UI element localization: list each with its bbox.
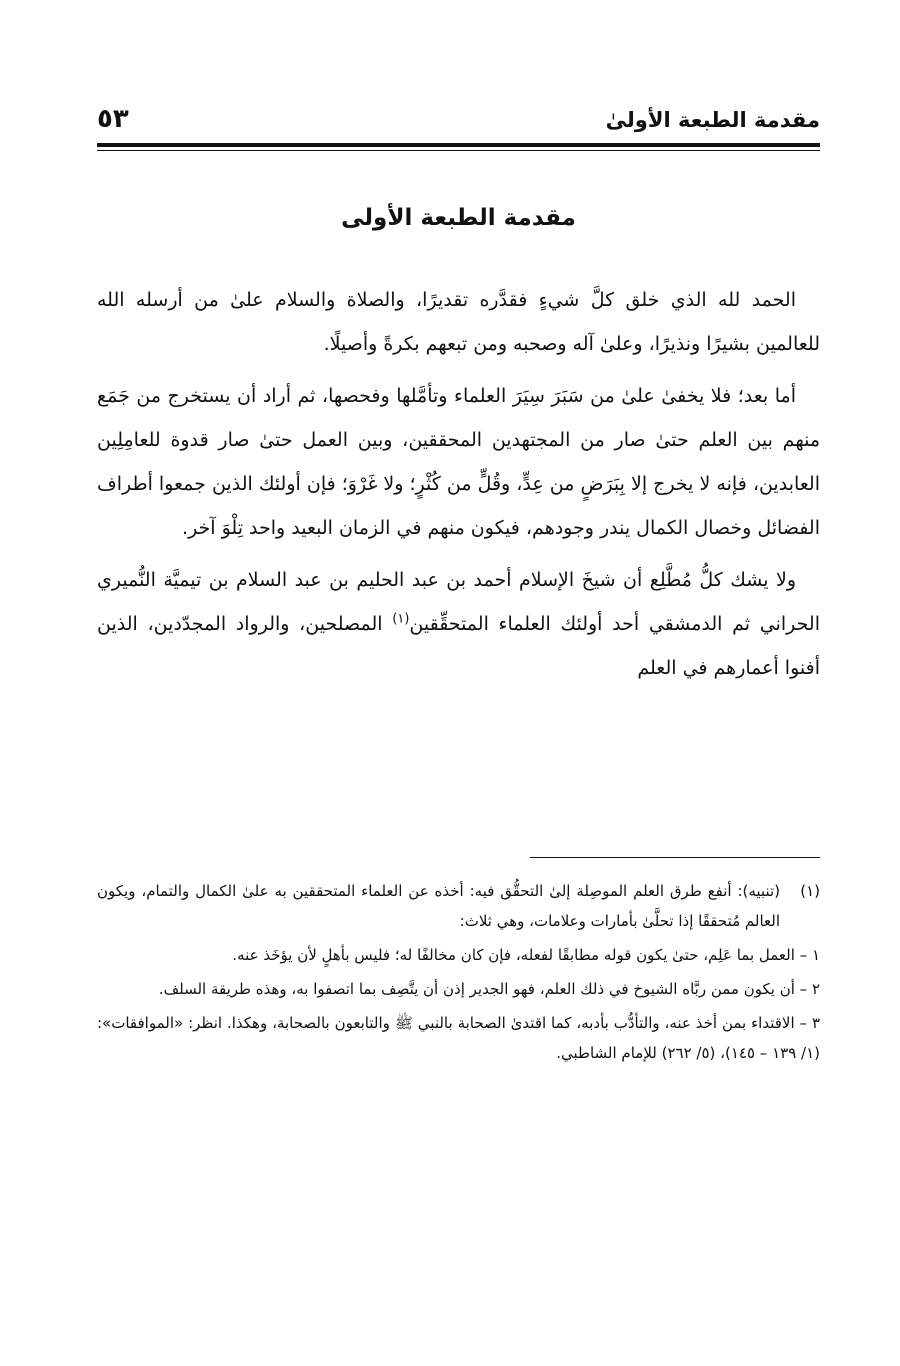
main-text xyxy=(97,278,820,698)
paragraph-3-start: ولا يشك كلُّ مُطَّلِع أن شيخَ الإسلام أحمد بن عبد الحليم بن عبد السلام بن تيميَّة النُّميري الحراني ثم الدمشقي أحد أولئك العلماء المتحقِّقين xyxy=(97,569,820,635)
paragraph-3-end: المصلحين، والرواد المجدّدين، الذين أفنوا أعمارهم في العلم xyxy=(97,613,820,679)
footnote-reference[interactable]: (١) xyxy=(392,611,410,627)
page-number: ٥٣ xyxy=(97,104,129,134)
paragraph-1: الحمد لله الذي خلق كلَّ شيءٍ فقدَّره تقديرًا، والصلاة والسلام علىٰ من أرسله الله للعالمين بشيرًا ونذيرًا، وعلىٰ آله وصحبه ومن تبعهم بكرةً وأصيلًا. xyxy=(97,289,820,355)
footnote-1 xyxy=(97,876,820,936)
footnote-list-item-2: ٢ – أن يكون ممن ربَّاه الشيوخ في ذلك العلم، فهو الجدير إذن أن يتَّصِف بما اتصفوا به، وهذه طريقة السلف. xyxy=(158,980,820,998)
footnote-separator xyxy=(530,857,820,858)
section-title: مقدمة الطبعة الأولى xyxy=(341,205,576,231)
paragraph-3 xyxy=(97,558,820,690)
footnotes xyxy=(97,876,820,1072)
footnote-list-item-3: ٣ – الاقتداء بمن أخذ عنه، والتأدُّب بأدبه، كما اقتدىٰ الصحابة بالنبي ﷺ والتابعون بالصحابة، وهكذا. انظر: «الموافقات»: (١/ ١٣٩ – ١٤٥)، (٥/ ٢٦٢) للإمام الشاطبي. xyxy=(97,1014,820,1062)
footnote-intro: (تنبيه): أنفع طرق العلم الموصِلة إلىٰ التحقُّق فيه: أخذه عن العلماء المتحققين به علىٰ الكمال والتمام، ويكون العالم مُتحققًا إذا تحلَّىٰ بأمارات وعلامات، وهي ثلاث: xyxy=(97,882,780,930)
page-header xyxy=(97,104,820,140)
header-rule-thick xyxy=(97,143,820,147)
header-rule-thin xyxy=(97,150,820,151)
footnote-list-item-1: ١ – العمل بما عَلِم، حتىٰ يكون قوله مطابقًا لفعله، فإن كان مخالفًا له؛ فليس بأهلٍ لأن يؤخَذ عنه. xyxy=(232,946,820,964)
running-title: مقدمة الطبعة الأولىٰ xyxy=(605,108,820,132)
paragraph-2: أما بعد؛ فلا يخفىٰ علىٰ من سَبَرَ سِيَرَ العلماء وتأمَّلها وفحصها، ثم أراد أن يستخرج من جَمَع منهم بين العلم حتىٰ صار من المجتهدين المحققين، وبين العمل حتىٰ صار قدوة للعامِلِين العابدين، فإنه لا يخرج إلا بِبَرَضٍ من عِدٍّ، وقُلٍّ من كُثْرٍ؛ ولا غَرْوَ؛ فإن أولئك الذين جمعوا أطراف الفضائل وخصال الكمال يندر وجودهم، فيكون منهم في الزمان البعيد واحد تِلْوَ آخر. xyxy=(97,385,820,539)
footnote-marker: (١) xyxy=(800,882,820,900)
